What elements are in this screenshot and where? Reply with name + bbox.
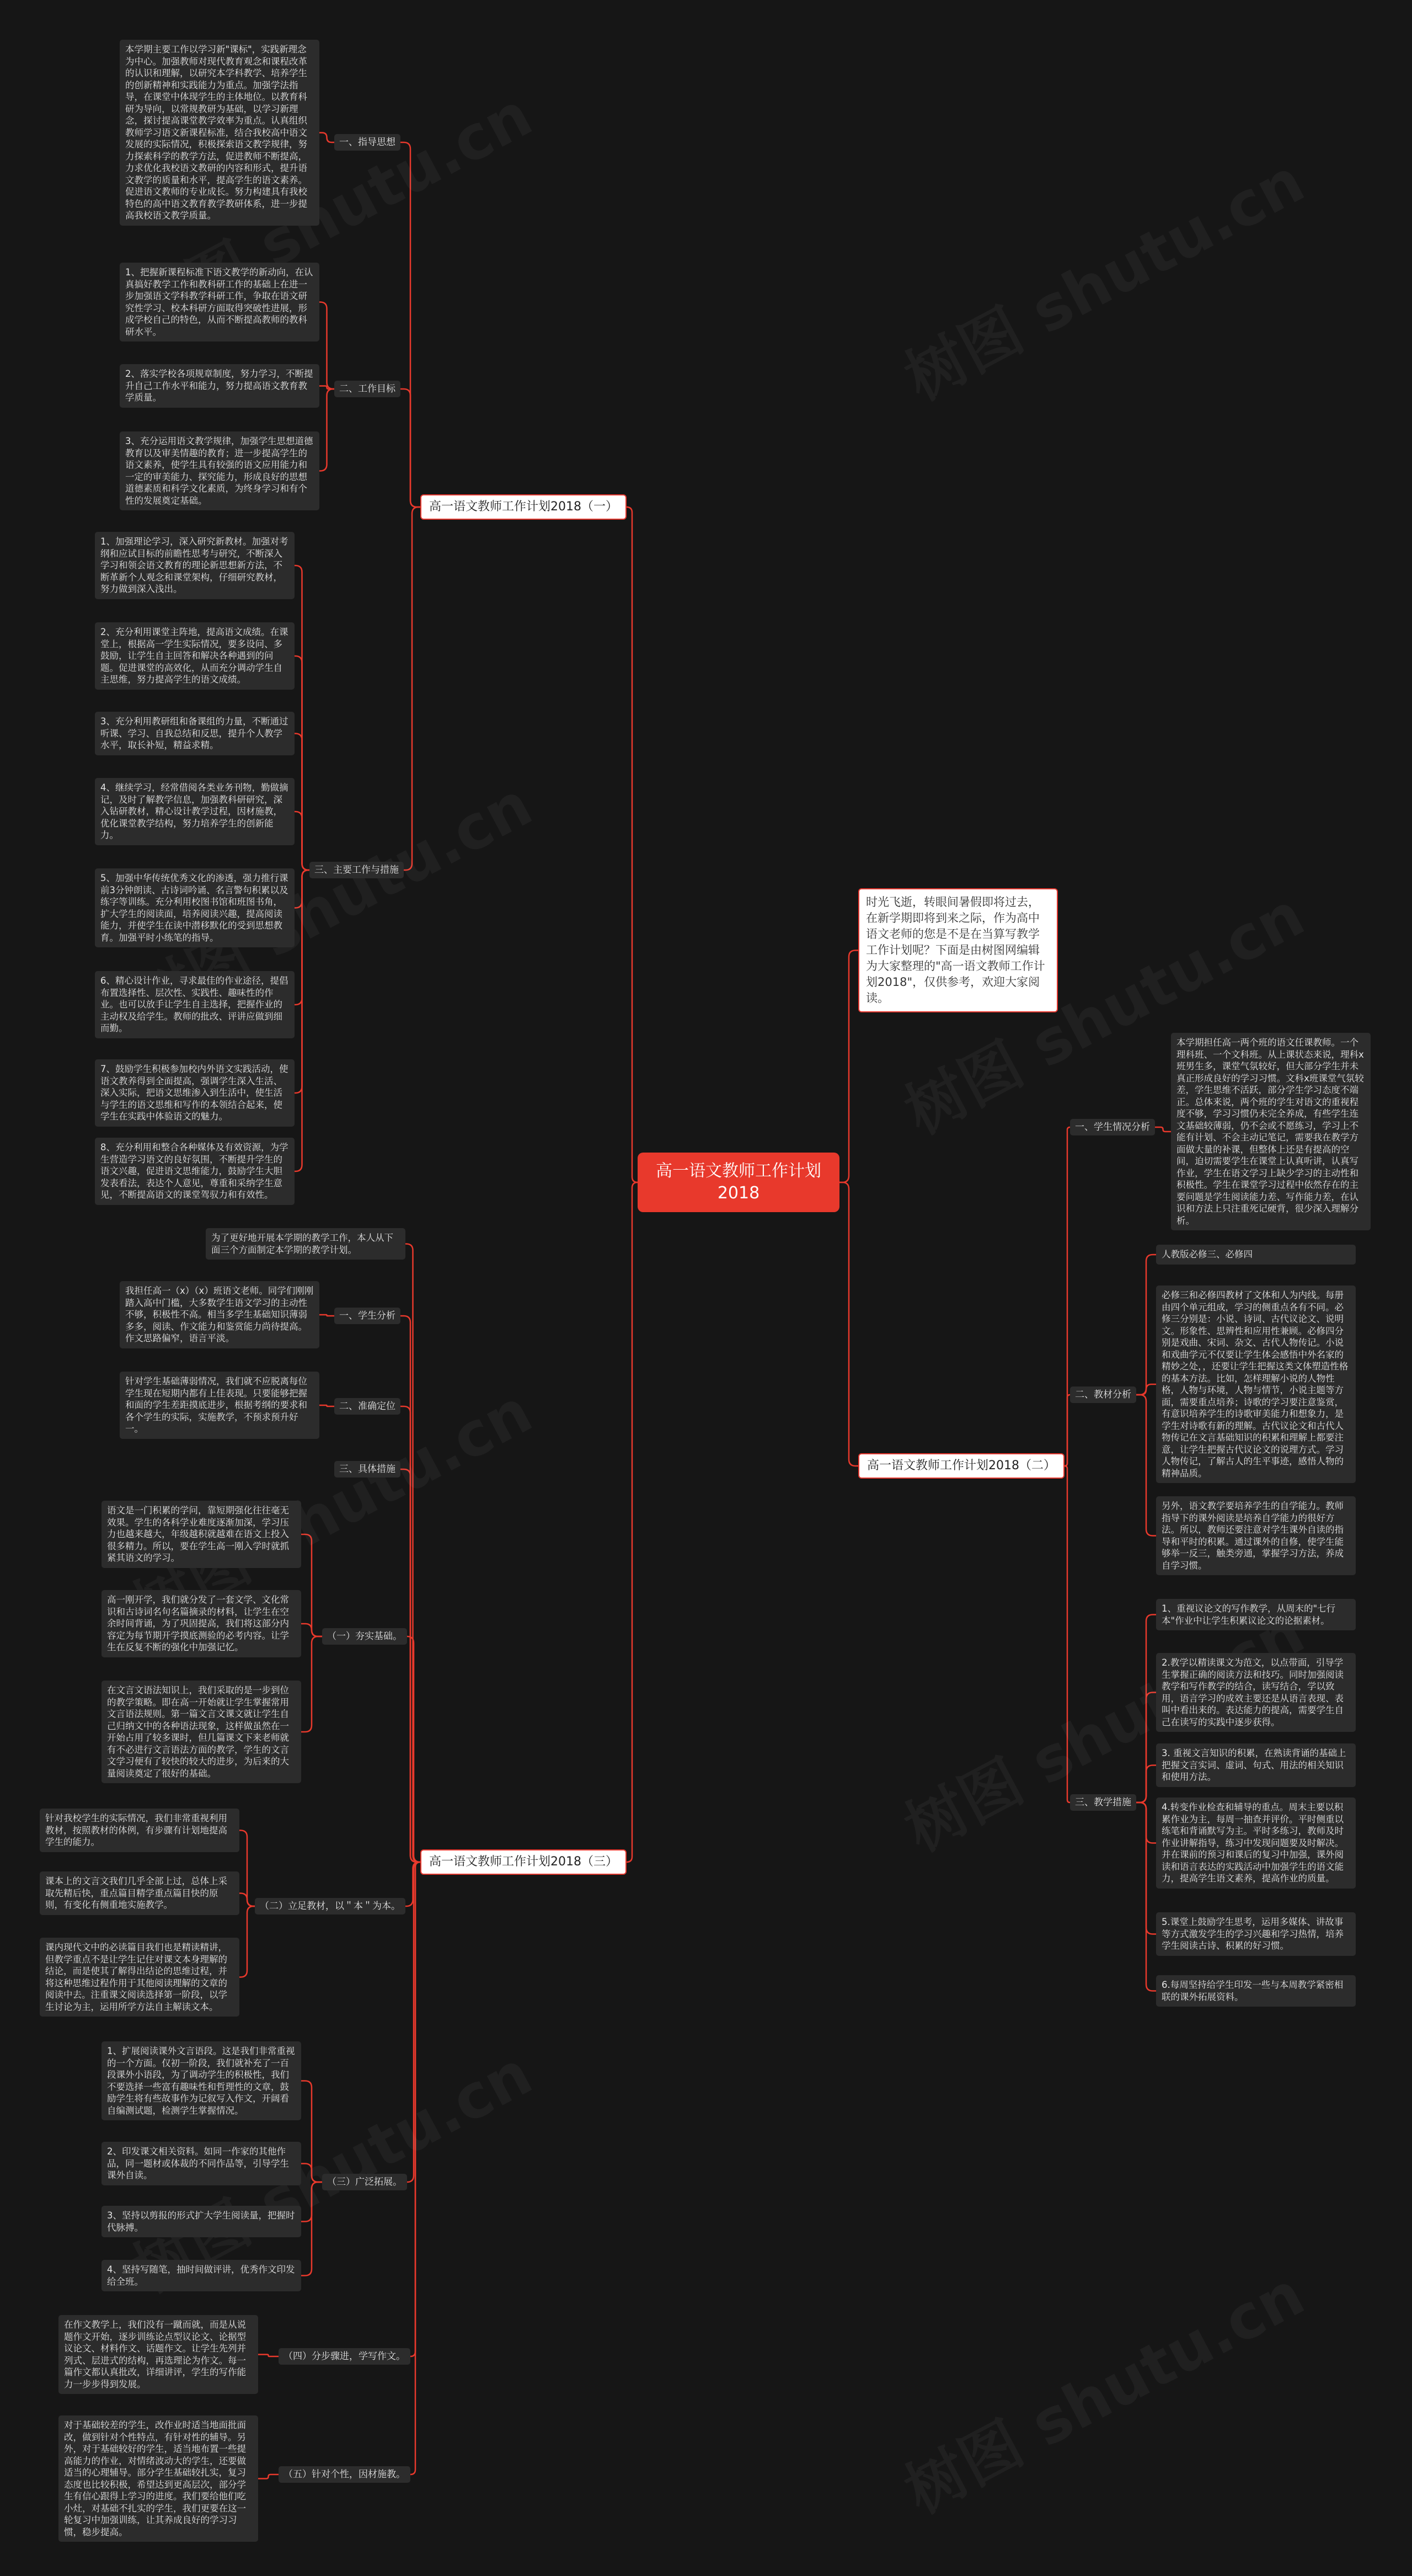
connector	[239, 1906, 255, 1977]
plan-3-positioning-text: 针对学生基础薄弱情况，我们就不应脱离每位学生现在短期内都有上佳表现。只要能够把握和面的学生差距摸底进步，根据考纲的要求和各个学生的实际，实施教学，不预求预升好一。	[120, 1372, 319, 1439]
connector	[295, 812, 309, 870]
connector	[405, 1244, 420, 1863]
intro-note: 时光飞逝，转眼间暑假即将过去，在新学期即将到来之际，作为高中语文老师的您是不是在当算写教学工作计划呢？下面是由树图网编辑为大家整理的"高一语文教师工作计划2018"，仅供参考，欢迎大家阅读。	[858, 888, 1058, 1012]
connector	[404, 507, 420, 870]
connector	[400, 389, 420, 507]
plan-1-measure-item: 2、充分利用课堂主阵地，提高语文成绩。在课堂上，根据高一学生实际情况，要多设问、多鼓励，让学生自主回答和解决各种遇到的问题。促进课堂的高效化，从而充分调动学生自主思维，努力提高学生的语文成绩。	[95, 622, 295, 690]
plan-3-expand-item: 4、坚持写随笔，抽时间做评讲，优秀作文印发给全班。	[101, 2260, 301, 2291]
connector	[1065, 1466, 1070, 1802]
connector	[239, 1831, 255, 1907]
plan-3-section-students[interactable]: 一、学生分析	[334, 1308, 400, 1324]
plan-3-individual-text: 对于基础较差的学生，改作业时适当地面批面改，做到针对个性特点，有针对性的辅导。另外，对于基础较好的学生，适当地布置一些提高能力的作业，对情绪波动大的学生，还要做适当的心理辅导。部分学生基础较扎实，复习态度也比较积极，希望达到更高层次，部分学生有信心跟得上学习的进度。我们要给他们吃小灶，对基础不扎实的学生，我们更要在这一轮复习中加强训练，让其养成良好的学习习惯，稳步提高。	[58, 2415, 258, 2542]
plan-3-writing-text: 在作文教学上，我们没有一蹴而就，而是从说题作文开始，逐步训练论点型议论文、论据型议论文、材料作文、话题作文。让学生先列并列式、层进式的结构，再选理论为作文。每一篇作文都认真批改，详细讲评，学生的写作能力一步步得到发展。	[58, 2315, 258, 2394]
plan-1-measure-item: 3、充分利用教研组和备课组的力量，不断通过听课、学习、自我总结和反思，提升个人教学水平，取长补短，精益求精。	[95, 712, 295, 755]
connector	[258, 2474, 279, 2479]
plan-3-topic[interactable]: 高一语文教师工作计划2018（三）	[420, 1849, 627, 1875]
root-topic[interactable]: 高一语文教师工作计划2018	[638, 1153, 839, 1212]
connector	[301, 1534, 322, 1636]
connector	[1136, 1802, 1156, 1991]
plan-1-goal-item: 1、把握新课程标准下语文教学的新动向，在认真搞好教学工作和教科研工作的基础上在进一步加强语文学科教学科研工作，争取在语文研究性学习、校本科研方面取得突破性进展，形成学校自己的特色，从而不断提高教师的教科研水平。	[120, 263, 319, 342]
plan-3-students-text: 我担任高一（x）（x）班语文老师。同学们刚刚踏入高中门槛，大多数学生语文学习的主动性不够，积极性不高。相当多学生基础知识薄弱多多，阅读、作文能力和鉴赏能力尚待提高。作文思路偏窄，语言平淡。	[120, 1281, 319, 1348]
plan-1-measure-item: 1、加强理论学习，深入研究新教材。加强对考纲和应试目标的前瞻性思考与研究，不断深入学习和领会语文教育的理论新思想新方法，不断革新个人观念和课堂架构，仔细研究教材，努力做到深入浅出。	[95, 532, 295, 599]
plan-2-textbook-head: 人教版必修三、必修四	[1156, 1245, 1356, 1265]
connector	[407, 1862, 420, 2182]
plan-3-foundation-item: 语文是一门积累的学问，靠短期强化往往毫无效果。学生的各科学业难度逐渐加深，学习压力也越来越大，年级越积就越难在语文上投入很多精力。所以，要在学生高一刚入学时就抓紧其语文的学习。	[101, 1501, 301, 1568]
plan-3-section-specific[interactable]: 三、具体措施	[334, 1461, 400, 1478]
plan-3-section-individual[interactable]: （五）针对个性，因材施教。	[279, 2466, 410, 2483]
plan-2-teaching-item: 2.教学以精读课文为范文，以点带面，引导学生掌握正确的阅读方法和技巧。同时加强阅读教学和写作教学的结合，读写结合，学以致用，语言学习的成效主要还是从语言表现、表叫中看出来的。表达能力的提高，需要学生自己在读写的实践中逐步获得。	[1156, 1653, 1356, 1732]
connector	[627, 507, 638, 1182]
plan-3-textbook-item: 针对我校学生的实际情况，我们非常重视利用教材，按照教材的体例，有步骤有计划地提高学生的能力。	[40, 1809, 239, 1852]
plan-1-goal-item: 2、落实学校各项规章制度，努力学习，不断提升自己工作水平和能力，努力提高语文教育教学质量。	[120, 364, 319, 408]
connector	[839, 951, 858, 1183]
plan-1-measure-item: 4、继续学习，经常借阅各类业务刊物，勤做摘记，及时了解教学信息，加强教科研研究，深入钻研教材，精心设计教学过程，因材施教，优化课堂教学结构，努力培养学生的创新能力。	[95, 778, 295, 845]
connector	[410, 1862, 420, 2474]
plan-1-measure-item: 5、加强中华传统优秀文化的渗透，强力推行课前3分钟朗读、古诗词吟诵、名言警句积累以及练字等训练。充分利用校图书馆和班图书角，扩大学生的阅读面，培养阅读兴趣，提高阅读能力，并使学生在读中潜移默化的受到思想教育。加强平时小练笔的指导。	[95, 868, 295, 947]
plan-2-section-textbook[interactable]: 二、教材分析	[1070, 1386, 1136, 1403]
plan-1-section-guideline[interactable]: 一、指导思想	[334, 134, 400, 151]
plan-3-expand-item: 1、扩展阅读课外文言语段。这是我们非常重视的一个方面。仅初一阶段，我们就补充了一百段课外小语段，为了调动学生的积极性，我们不要选择一些富有趣味性和哲理性的文章，鼓励学生将有些故事作为记叙写入作文，开阔看自编测试题，检测学生掌握情况。	[101, 2041, 301, 2120]
connector	[407, 1636, 420, 1862]
connector	[258, 2355, 279, 2357]
connector	[405, 1862, 420, 1906]
plan-3-section-textbook[interactable]: （二）立足教材，以＂本＂为本。	[255, 1898, 405, 1914]
connector	[301, 2182, 322, 2276]
connector	[295, 870, 309, 1171]
connector	[400, 1469, 420, 1862]
plan-2-students-text: 本学期担任高一两个班的语文任课教师。一个理科班、一个文科班。从上课状态来说，理科x班男生多，课堂气氛较好，但大部分学生并未真正形成良好的学习习惯。文科x班课堂气氛较差，学生思维不活跃，部分学生学习态度不端正。总体来说，两个班的学生对语文的重视程度不够，学习习惯仍未完全养成，有些学生连文基础较薄弱，仍不会或不愿练习，学习上不能有计划、不会主动记笔记，需要我在教学方面做大量的补课，但整体上还是有提高的空间，迫切需要学生在课堂上认真听讲，认真写作业，学生在语文学习上缺少学习的主动性和积极性。学生在课堂学习过程中依然存在的主要问题是学生阅读能力差、写作能力差，在认识和方法上只注重死记硬背，很少深入理解分析。	[1171, 1033, 1371, 1230]
plan-1-measure-item: 8、充分利用和整合各种媒体及有效资源，为学生营造学习语文的良好氛围，不断提升学生的语文兴趣，促进语文思维能力，鼓励学生大胆发表看法，表达个人意见，尊重和采纳学生意见，不断提高语文的课堂驾驭力和有效性。	[95, 1138, 295, 1205]
connector	[301, 1636, 322, 1732]
plan-1-measure-item: 7、鼓励学生积极参加校内外语文实践活动，使语文教养得到全面提高，强调学生深入生活、深入实际，把语文思维渗入到生活中，使生活与学生的语文思维和写作的本领结合起来，使学生在实践中体验语文的魅力。	[95, 1059, 295, 1127]
plan-1-section-measures[interactable]: 三、主要工作与措施	[309, 862, 404, 878]
plan-3-section-expand[interactable]: （三）广泛拓展。	[322, 2174, 407, 2190]
plan-3-lead-text: 为了更好地开展本学期的教学工作，本人从下面三个方面制定本学期的教学计划。	[206, 1228, 405, 1260]
connector	[1136, 1766, 1156, 1803]
connector	[1136, 1395, 1156, 1536]
connector	[319, 302, 334, 390]
plan-3-expand-item: 2、印发课文相关资料。如同一作家的其他作品，同一题材或体裁的不同作品等，引导学生课外自读。	[101, 2142, 301, 2185]
plan-2-textbook-item: 另外，语文教学要培养学生的自学能力。教师指导下的课外阅读是培养自学能力的很好方法。所以，教师还要注意对学生课外自读的指导和平时的积累。通过课外的自修，使学生能够举一反三，触类旁通，掌握学习方法，养成自学习惯。	[1156, 1496, 1356, 1575]
connector	[1155, 1127, 1171, 1132]
plan-3-textbook-item: 课本上的文言文我们几乎全部上过，总体上采取先精后快，重点篇目精学重点篇目快的原则，有变化有侧重地实施教学。	[40, 1871, 239, 1915]
connector	[319, 133, 334, 143]
connector	[1136, 1255, 1156, 1395]
connector	[319, 1315, 334, 1316]
plan-1-topic[interactable]: 高一语文教师工作计划2018（一）	[420, 494, 627, 520]
plan-3-section-writing[interactable]: （四）分步骤进，学写作文。	[279, 2348, 410, 2365]
connector	[1065, 1395, 1070, 1466]
plan-2-section-teaching[interactable]: 三、教学措施	[1070, 1794, 1136, 1811]
plan-3-expand-item: 3、坚持以剪报的形式扩大学生阅读量，把握时代脉搏。	[101, 2206, 301, 2237]
plan-2-teaching-item: 4.转变作业检查和辅导的重点。周末主要以积累作业为主，每周一抽查并评价。平时侧重以练笔和背诵默写为主。平时多练习，教师及时作业讲解指导，练习中发现问题要及时解决。并在课前的预习和课后的复习中加强，课外阅读和语言表达的实践活动中加强学生的语文能力，提高学生语文素养，提高作业的质量。	[1156, 1798, 1356, 1889]
plan-3-section-positioning[interactable]: 二、准确定位	[334, 1398, 400, 1415]
plan-1-goal-item: 3、充分运用语文教学规律，加强学生思想道德教育以及审美情趣的教育；进一步提高学生的语文素养，使学生具有较强的语文应用能力和一定的审美能力、探究能力，形成良好的思想道德素质和科学文化素质，为终身学习和有个性的发展奠定基础。	[120, 431, 319, 510]
plan-1-guideline-text: 本学期主要工作以学习新"课标"，实践新理念为中心。加强教师对现代教育观念和课程改革的认识和理解，以研究本学科教学、培养学生的创新精神和实践能力为重点。加强学法指导，在课堂中体现学生的主体地位。以教育科研为导向，以常规教研为基础，以学习新理念，探讨提高课堂教学效率为重点。认真组织教师学习语文新课程标准，结合我校高中语文发展的实际情况，积极探索语文教学规律，努力探索科学的教学方法，促进教师不断提高，力求优化我校语文教研的内容和形式，提升语文教学的质量和水平，提高学生的语文素养。促进语文教师的专业成长。努力构建具有我校特色的高中语文教育教学教研体系，进一步提高我校语文教学质量。	[120, 40, 319, 226]
connector	[319, 389, 334, 471]
plan-2-textbook-item: 必修三和必修四教材了文体和人为内线。每册由四个单元组成，学习的侧重点各有不同。必修三分别是：小说、诗词、古代议论文、说明文。形象性、思辨性和应用性兼顾。必修四分别是戏曲、宋词、杂文、古代人物传记。小说和戏曲学元不仅要让学生体会感悟中外名家的精妙之处，，还要让学生把握这类文体塑造性格的基本方法。比如，怎样理解小说的人物性格，人物与环境，人物与情节，小说主题等方面，需要重点培养；诗歌的学习要注意鉴赏，有意识培养学生的诗歌审美能力和想象力，是学生对诗歌有新的理解。古代议论文和古代人物传记在文言基础知识的积累和理解上都要注意，让学生把握古代议论文的说理方式。学习人物传记，了解古人的生平事迹，感悟人物的精神品质。	[1156, 1286, 1356, 1483]
plan-2-teaching-item: 5.课堂上鼓励学生思考，运用多媒体、讲故事等方式激发学生的学习兴趣和学习热情，培养学生阅读古诗、积累的好习惯。	[1156, 1912, 1356, 1956]
plan-3-section-foundation[interactable]: （一）夯实基础。	[322, 1628, 407, 1645]
plan-3-foundation-item: 高一刚开学，我们就分发了一套文学、文化常识和古诗词名句名篇摘录的材料，让学生在空余时间背诵，为了巩固提高，我们将这部分内容定为每节期开学摸底测验的必考内容。让学生在反复不断的强化中加强记忆。	[101, 1590, 301, 1657]
plan-2-topic[interactable]: 高一语文教师工作计划2018（二）	[858, 1453, 1065, 1479]
plan-2-teaching-item: 1、重视议论文的写作教学，从周末的"七行本"作业中让学生积累议论文的论据素材。	[1156, 1599, 1356, 1630]
plan-3-textbook-item: 课内现代文中的必读篇目我们也是精读精讲，但教学重点不是让学生记住对课文本身理解的结论，而是使其了解得出结论的思维过程，并将这种思维过程作用于其他阅读理解的文章的阅读中去。注重课文阅读选择第一阶段，以学生讨论为主，运用所学方法自主解读文本。	[40, 1938, 239, 2017]
plan-2-teaching-item: 3. 重视文言知识的积累，在熟读背诵的基础上把握文言实词、虚词、句式、用法的相关知识和使用方法。	[1156, 1743, 1356, 1787]
connector	[839, 1182, 858, 1466]
plan-2-teaching-item: 6.每周坚持给学生印发一些与本周教学紧密相联的课外拓展资料。	[1156, 1975, 1356, 2007]
plan-2-section-students[interactable]: 一、学生情况分析	[1070, 1119, 1155, 1135]
plan-1-measure-item: 6、精心设计作业，寻求最佳的作业途径，提倡布置选择性、层次性、实践性、趣味性的作业。也可以放手让学生自主选择，把握作业的主动权及给学生。教师的批改、评讲应做到细而勤。	[95, 971, 295, 1038]
connector	[627, 1182, 638, 1862]
plan-1-section-goals[interactable]: 二、工作目标	[334, 381, 400, 397]
connector	[319, 1405, 334, 1406]
plan-3-foundation-item: 在文言文语法知识上，我们采取的是一步到位的教学策略。即在高一开始就让学生掌握常用文言语法规则。第一篇文言文课文就让学生自己归纳文中的各种语法现象，这样做虽然在一开始占用了较多课时，但几篇课文下来老师就有不必进行文言语法方面的教学，学生的文言文学习便有了较快的较大的进步，为后来的大量阅读奠定了很好的基础。	[101, 1681, 301, 1783]
